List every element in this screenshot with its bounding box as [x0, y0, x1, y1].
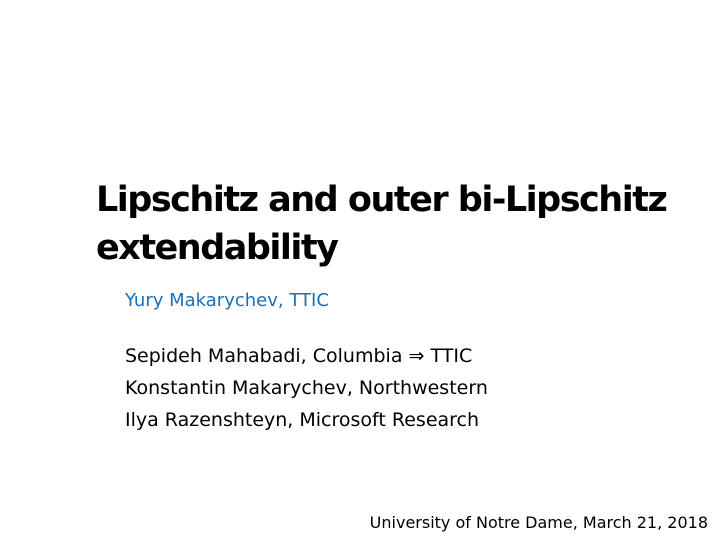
presenter-name: Yury Makarychev, TTIC [125, 290, 329, 311]
venue-date: University of Notre Dame, March 21, 2018 [369, 513, 708, 532]
coauthor-item: Sepideh Mahabadi, Columbia ⇒ TTIC [125, 345, 473, 367]
coauthor-item: Ilya Razenshteyn, Microsoft Research [125, 409, 480, 431]
coauthor-item: Konstantin Makarychev, Northwestern [125, 377, 488, 399]
slide-title: Lipschitz and outer bi-Lipschitz extendability [96, 180, 667, 268]
coauthor-list [125, 340, 488, 436]
